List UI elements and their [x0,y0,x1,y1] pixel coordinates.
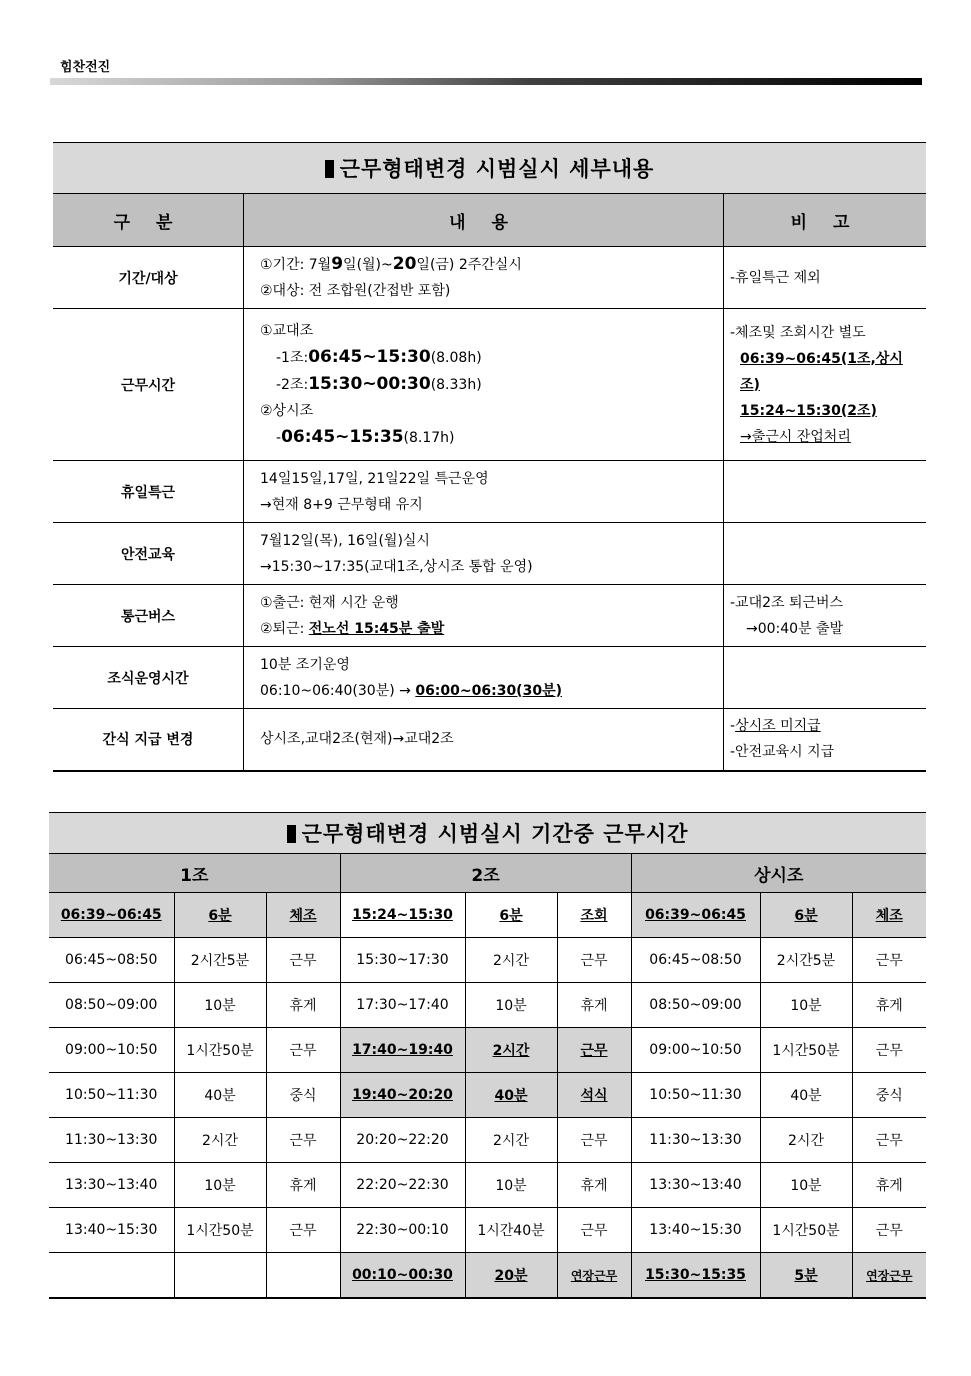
breakfast-note [724,647,927,709]
schedule-cell: 근무 [852,1208,926,1253]
schedule-cell: 근무 [557,938,631,983]
header-note: 비 고 [724,194,927,247]
schedule-cell: 휴게 [266,1163,340,1208]
schedule-cell: 06:39~06:45 [49,893,174,938]
schedule-cell: 06:45~08:50 [49,938,174,983]
schedule-cell: 11:30~13:30 [49,1118,174,1163]
safety-label: 안전교육 [53,523,244,585]
bus-content: ①출근: 현재 시간 운행 ②퇴근: 전노선 15:45분 출발 [244,585,724,647]
schedule-cell: 2시간 [174,1118,266,1163]
schedule-cell [266,1253,340,1299]
schedule-cell: 09:00~10:50 [631,1028,760,1073]
row-bus [53,585,926,647]
schedule-cell: 10:50~11:30 [49,1073,174,1118]
schedule-cell: 1시간50분 [174,1028,266,1073]
schedule-cell: 10분 [174,1163,266,1208]
header-bar [50,78,922,85]
schedule-cell: 1시간50분 [760,1028,852,1073]
schedule-cell: 08:50~09:00 [631,983,760,1028]
schedule-cell: 중식 [852,1073,926,1118]
hours-content: ①교대조 -1조:06:45~15:30(8.08h) -2조:15:30~00:30(8.33h) ②상시조 -06:45~15:35(8.17h) [244,309,724,461]
row-safety [53,523,926,585]
hours-label: 근무시간 [53,309,244,461]
schedule-cell: 40분 [760,1073,852,1118]
schedule-table [49,812,926,1299]
schedule-cell: 근무 [266,1028,340,1073]
schedule-cell: 15:30~15:35 [631,1253,760,1299]
period-label: 기간/대상 [53,247,244,309]
row-breakfast [53,647,926,709]
schedule-cell: 13:40~15:30 [49,1208,174,1253]
schedule-cell: 중식 [266,1073,340,1118]
group-2: 2조 [340,854,631,893]
table-row [49,1028,926,1073]
schedule-cell: 체조 [852,893,926,938]
schedule-cell: 1시간40분 [465,1208,557,1253]
schedule-cell: 근무 [852,938,926,983]
row-period [53,247,926,309]
table-row [49,983,926,1028]
table-row [49,1208,926,1253]
schedule-cell: 석식 [557,1073,631,1118]
schedule-cell: 2시간 [465,1028,557,1073]
schedule-cell: 조회 [557,893,631,938]
period-content: ①기간: 7월9일(월)~20일(금) 2주간실시 ②대상: 전 조합원(간접반 포함) [244,247,724,309]
schedule-cell: 10분 [174,983,266,1028]
schedule-cell: 휴게 [852,983,926,1028]
snack-note: -상시조 미지급 -안전교육시 지급 [724,709,927,771]
schedule-cell: 휴게 [557,983,631,1028]
square-bullet-icon [287,825,296,843]
schedule-title: 근무형태변경 시범실시 기간중 근무시간 [49,813,926,854]
schedule-cell: 휴게 [557,1163,631,1208]
row-holiday [53,461,926,523]
table-row [49,893,926,938]
schedule-cell: 10분 [760,983,852,1028]
schedule-cell: 40분 [465,1073,557,1118]
schedule-cell: 19:40~20:20 [340,1073,465,1118]
schedule-cell: 15:30~17:30 [340,938,465,983]
schedule-cell: 00:10~00:30 [340,1253,465,1299]
schedule-cell: 2시간 [760,1118,852,1163]
schedule-cell: 08:50~09:00 [49,983,174,1028]
table-row [49,1163,926,1208]
safety-note [724,523,927,585]
schedule-cell: 06:45~08:50 [631,938,760,983]
header-label: 힘찬전진 [60,60,111,75]
schedule-cell: 연장근무 [852,1253,926,1299]
table-row [49,1253,926,1299]
schedule-cell: 09:00~10:50 [49,1028,174,1073]
schedule-cell: 1시간50분 [760,1208,852,1253]
schedule-cell: 20:20~22:20 [340,1118,465,1163]
schedule-cell: 근무 [266,1208,340,1253]
square-bullet-icon [325,160,334,178]
schedule-cell: 근무 [557,1118,631,1163]
schedule-cell: 체조 [266,893,340,938]
breakfast-content: 10분 조기운영 06:10~06:40(30분) → 06:00~06:30(30분) [244,647,724,709]
schedule-cell: 2시간5분 [174,938,266,983]
schedule-cell: 휴게 [852,1163,926,1208]
schedule-cell: 20분 [465,1253,557,1299]
schedule-cell: 6분 [465,893,557,938]
schedule-cell: 1시간50분 [174,1208,266,1253]
row-hours [53,309,926,461]
group-1: 1조 [49,854,340,893]
period-note: -휴일특근 제외 [724,247,927,309]
schedule-cell [174,1253,266,1299]
bus-note: -교대2조 퇴근버스 →00:40분 출발 [724,585,927,647]
holiday-label: 휴일특근 [53,461,244,523]
bus-label: 통근버스 [53,585,244,647]
schedule-cell: 5분 [760,1253,852,1299]
schedule-cell: 10분 [465,983,557,1028]
snack-label: 간식 지급 변경 [53,709,244,771]
schedule-cell: 휴게 [266,983,340,1028]
schedule-cell: 연장근무 [557,1253,631,1299]
safety-content: 7월12일(목), 16일(월)실시 →15:30~17:35(교대1조,상시조 통합 운영) [244,523,724,585]
schedule-cell: 17:30~17:40 [340,983,465,1028]
details-table [53,142,926,772]
header-content: 내 용 [244,194,724,247]
hours-note: -체조및 조회시간 별도 06:39~06:45(1조,상시조) 15:24~15:30(2조) →출근시 잔업처리 [724,309,927,461]
schedule-cell: 06:39~06:45 [631,893,760,938]
details-title: 근무형태변경 시범실시 세부내용 [53,143,926,194]
schedule-cell: 6분 [174,893,266,938]
schedule-cell: 40분 [174,1073,266,1118]
group-regular: 상시조 [631,854,926,893]
schedule-cell: 10:50~11:30 [631,1073,760,1118]
row-snack [53,709,926,771]
table-row [49,1118,926,1163]
schedule-cell: 22:30~00:10 [340,1208,465,1253]
schedule-cell: 근무 [266,938,340,983]
schedule-cell [49,1253,174,1299]
schedule-cell: 15:24~15:30 [340,893,465,938]
table-row [49,938,926,983]
schedule-cell: 17:40~19:40 [340,1028,465,1073]
schedule-cell: 2시간5분 [760,938,852,983]
schedule-cell: 근무 [852,1118,926,1163]
schedule-cell: 13:30~13:40 [631,1163,760,1208]
schedule-cell: 6분 [760,893,852,938]
schedule-cell: 22:20~22:30 [340,1163,465,1208]
table-row [49,1073,926,1118]
holiday-note [724,461,927,523]
schedule-cell: 2시간 [465,1118,557,1163]
schedule-cell: 근무 [266,1118,340,1163]
holiday-content: 14일15일,17일, 21일22일 특근운영 →현재 8+9 근무형태 유지 [244,461,724,523]
header-category: 구 분 [53,194,244,247]
schedule-cell: 10분 [465,1163,557,1208]
breakfast-label: 조식운영시간 [53,647,244,709]
schedule-cell: 10분 [760,1163,852,1208]
snack-content: 상시조,교대2조(현재)→교대2조 [244,709,724,771]
schedule-cell: 근무 [852,1028,926,1073]
schedule-cell: 근무 [557,1028,631,1073]
schedule-cell: 13:40~15:30 [631,1208,760,1253]
schedule-cell: 13:30~13:40 [49,1163,174,1208]
schedule-cell: 근무 [557,1208,631,1253]
schedule-cell: 11:30~13:30 [631,1118,760,1163]
schedule-cell: 2시간 [465,938,557,983]
